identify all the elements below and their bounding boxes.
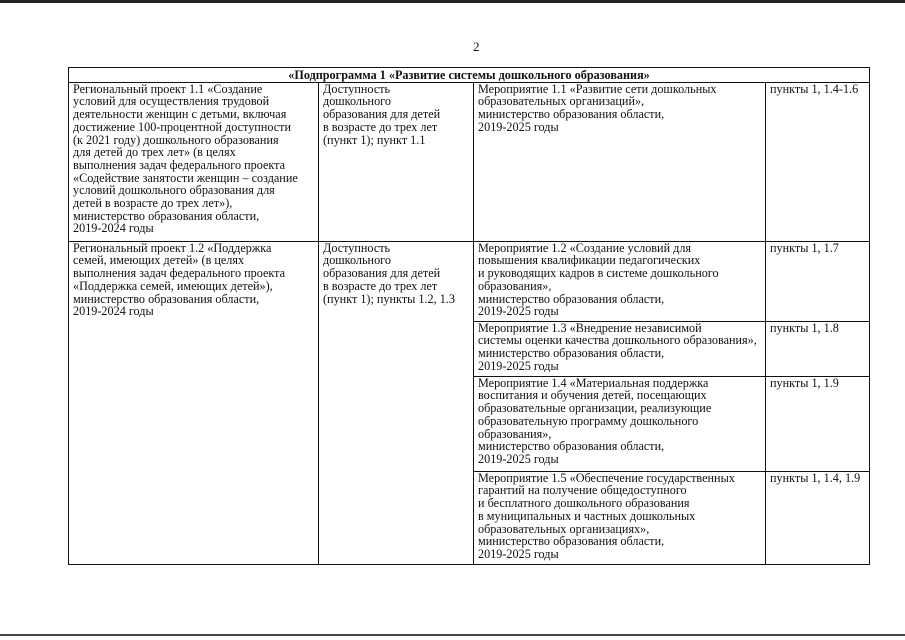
table-header-row bbox=[69, 68, 870, 83]
points-cell: пункты 1, 1.8 bbox=[766, 321, 870, 376]
page-number: 2 bbox=[473, 39, 480, 54]
table-row bbox=[69, 82, 870, 241]
subprogram-table bbox=[68, 67, 870, 565]
project-cell: Региональный проект 1.2 «Поддержка семей, имеющих детей» (в целях выполнения задач федерального проекта «Поддержка семей, имеющих детей»), министерство образования области, 2019-2024 годы bbox=[69, 241, 319, 564]
scan-bottom-edge bbox=[0, 634, 905, 636]
project-cell: Региональный проект 1.1 «Создание условий для осуществления трудовой деятельности женщин с детьми, включая достижение 100-процентной доступности (к 2021 году) дошкольного образования для детей до трех лет» (в целях выполнения задач федерального проекта «Содействие занятости женщин – создание условий дошкольного образования для детей в возрасте до трех лет»), министерство образования области, 2019-2024 годы bbox=[69, 82, 319, 241]
measure-cell: Мероприятие 1.1 «Развитие сети дошкольных образовательных организаций», министерство образования области, 2019-2025 годы bbox=[474, 82, 766, 241]
points-cell: пункты 1, 1.9 bbox=[766, 376, 870, 471]
indicator-cell: Доступность дошкольного образования для детей в возрасте до трех лет (пункт 1); пункт 1.1 bbox=[319, 82, 474, 241]
measure-cell: Мероприятие 1.5 «Обеспечение государственных гарантий на получение общедоступного и бесплатного дошкольного образования в муниципальных и частных дошкольных образовательных организациях», министерство образования области, 2019-2025 годы bbox=[474, 471, 766, 564]
indicator-cell: Доступность дошкольного образования для детей в возрасте до трех лет (пункт 1); пункты 1.2, 1.3 bbox=[319, 241, 474, 564]
measure-cell: Мероприятие 1.3 «Внедрение независимой системы оценки качества дошкольного образования», министерство образования области, 2019-2025 годы bbox=[474, 321, 766, 376]
measure-cell: Мероприятие 1.2 «Создание условий для повышения квалификации педагогических и руководящих кадров в системе дошкольного образования», министерство образования области, 2019-2025 годы bbox=[474, 241, 766, 321]
measure-cell: Мероприятие 1.4 «Материальная поддержка воспитания и обучения детей, посещающих образовательные организации, реализующие образовательную программу дошкольного образования», министерство образования области, 2019-2025 годы bbox=[474, 376, 766, 471]
scan-top-edge bbox=[0, 0, 905, 3]
points-cell: пункты 1, 1.4-1.6 bbox=[766, 82, 870, 241]
table-row bbox=[69, 241, 870, 321]
points-cell: пункты 1, 1.4, 1.9 bbox=[766, 471, 870, 564]
points-cell: пункты 1, 1.7 bbox=[766, 241, 870, 321]
subprogram-title: «Подпрограмма 1 «Развитие системы дошкольного образования» bbox=[69, 68, 870, 83]
